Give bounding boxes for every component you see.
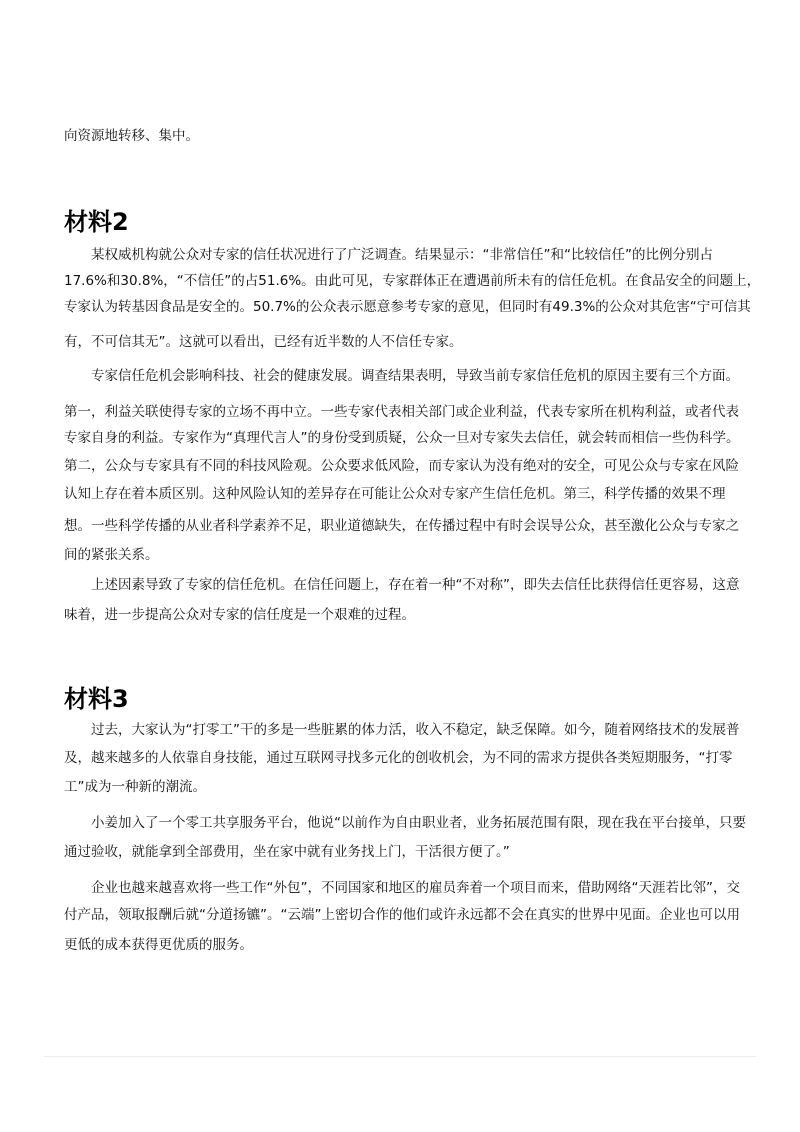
section-2-paragraph-2-line: 第二，公众与专家具有不同的科技风险观。公众要求低风险，而专家认为没有绝对的安全，可见公众与专家在风险	[64, 458, 739, 474]
section-2-paragraph-1-line: 专家认为转基因食品是安全的。50.7%的公众表示愿意参考专家的意见，但同时有49.3%的公众对其危害“宁可信其	[64, 299, 751, 315]
section-3-paragraph-3-line: 付产品，领取报酬后就“分道扬镳”。“云端”上密切合作的他们或许永远都不会在真实的世界中见面。企业也可以用	[64, 907, 740, 923]
section-2-paragraph-2-line: 间的紧张关系。	[64, 547, 159, 563]
section-3-paragraph-3-line: 更低的成本获得更优质的服务。	[64, 937, 253, 953]
section-3-paragraph-1-line: 工”成为一种新的潮流。	[64, 779, 206, 795]
section-2-paragraph-1-line: 有，不可信其无”。这就可以看出，已经有近半数的人不信任专家。	[64, 334, 463, 350]
section-2-paragraph-2-line: 认知上存在着本质区别。这种风险认知的差异存在可能让公众对专家产生信任危机。第三，科学传播的效果不理	[64, 486, 726, 502]
section-2-paragraph-3-line: 味着，进一步提高公众对专家的信任度是一个艰难的过程。	[64, 607, 415, 623]
section-3-paragraph-2-line: 通过验收，就能拿到全部费用，坐在家中就有业务找上门，干活很方便了。”	[64, 844, 510, 860]
section-2-paragraph-3-line: 上述因素导致了专家的信任危机。在信任问题上，存在着一种“不对称”，即失去信任比获得信任更容易，这意	[91, 577, 740, 593]
section-2-paragraph-1-line: 17.6%和30.8%，“不信任”的占51.6%。由此可见，专家群体正在遭遇前所未有的信任危机。在食品安全的问题上，	[64, 273, 761, 289]
section-2-paragraph-2-line: 想。一些科学传播的从业者科学素养不足，职业道德缺失，在传播过程中有时会误导公众，甚至激化公众与专家之	[64, 518, 739, 534]
section-2-paragraph-1-line: 某权威机构就公众对专家的信任状况进行了广泛调查。结果显示：“非常信任”和“比较信任”的比例分别占	[91, 247, 713, 263]
section-3-title: 材料3	[64, 685, 129, 713]
page-footer-divider	[44, 1056, 756, 1057]
section-2-paragraph-2-line: 专家信任危机会影响科技、社会的健康发展。调查结果表明，导致当前专家信任危机的原因主要有三个方面。	[91, 368, 739, 384]
section-3-paragraph-1-line: 过去，大家认为“打零工”干的多是一些脏累的体力活，收入不稳定，缺乏保障。如今，随着网络技术的发展普	[91, 722, 740, 738]
section-2-paragraph-2-line: 专家自身的利益。专家作为“真理代言人”的身份受到质疑，公众一旦对专家失去信任，就会转而相信一些伪科学。	[64, 430, 740, 446]
section-2-title: 材料2	[64, 208, 129, 236]
section-2-paragraph-2-line: 第一，利益关联使得专家的立场不再中立。一些专家代表相关部门或企业利益，代表专家所在机构利益，或者代表	[64, 404, 739, 420]
intro-line: 向资源地转移、集中。	[64, 128, 199, 144]
section-3-paragraph-2-line: 小姜加入了一个零工共享服务平台，他说“以前作为自由职业者，业务拓展范围有限，现在我在平台接单，只要	[91, 815, 746, 831]
section-3-paragraph-1-line: 及，越来越多的人依靠自身技能，通过互联网寻找多元化的创收机会，为不同的需求方提供各类短期服务，“打零	[64, 750, 733, 766]
section-3-paragraph-3-line: 企业也越来越喜欢将一些工作“外包”，不同国家和地区的雇员奔着一个项目而来，借助网络“天涯若比邻”，交	[91, 880, 740, 896]
